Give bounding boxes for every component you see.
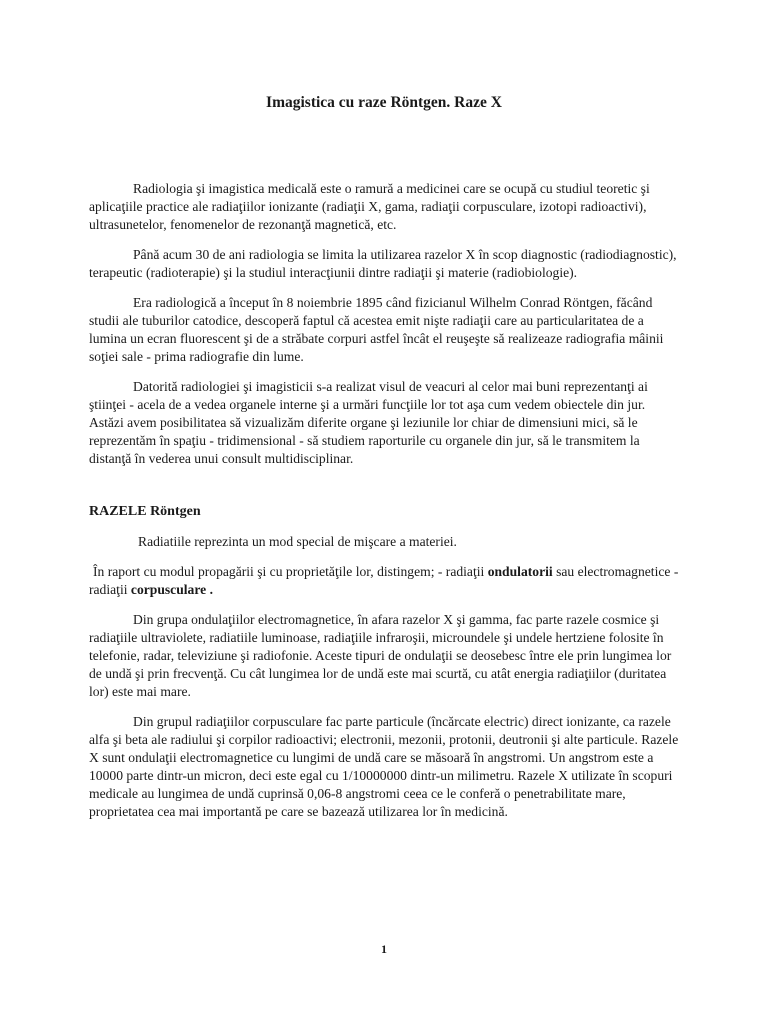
bold-term-corpusculare: corpusculare . [130, 582, 213, 597]
intro-paragraph-3: Era radiologică a început în 8 noiembrie 1895 când fizicianul Wilhelm Conrad Röntgen, făcând studii ale tuburilor catodice, descoperă faptul că acestea emit nişte radiaţii care au particularitatea de a lumina un ecran fluorescent şi de a străbate corpuri astfel încât el reuşeşte să realizeaze radiografia mâinii soţiei sale - prima radiografie din lume. [89, 295, 664, 364]
document-body [89, 180, 681, 833]
intro-paragraph-1: Radiologia şi imagistica medicală este o ramură a medicinei care se ocupă cu studiul teoretic şi aplicaţiile practice ale radiaţiilor ionizante (radiaţii X, gama, radiaţii corpusculare, izotopi radioactivi), ultrasunetelor, fenomenelor de rezonanţă magnetică, etc. [89, 181, 650, 232]
intro-paragraph-4: Datorită radiologiei şi imagisticii s-a realizat visul de veacuri al celor mai buni reprezentanţi ai ştiinţei - acela de a vedea organele interne şi a urmări funcţiile lor tot aşa cum vedem obiectele din jur. Astăzi avem posibilitatea să vizualizăm diferite organe şi leziunile lor chiar de dimensiuni mici, să le reprezentăm în spaţiu - tridimensional - să studiem raporturile cu organele din jur, să le transmitem la distanţă în vederea unui consult multidisciplinar. [89, 379, 648, 466]
bold-term-ondulatorii: ondulatorii [487, 564, 553, 579]
section-paragraph-4: Din grupul radiaţiilor corpusculare fac parte particule (încărcate electric) direct ionizante, ca razele alfa şi beta ale radiului şi corpilor radioactivi; electronii, mezonii, protonii, deutronii şi alte particule. Razele X sunt ondulaţii electromagnetice cu lungimi de undă care se măsoară în angstromi. Un angstrom este a 10000 parte dintr-un micron, deci este egal cu 1/10000000 dintr-un milimetru. Razele X utilizate în scopuri medicale au lungimea de undă cuprinsă 0,06-8 angstromi ceea ce le conferă o penetrabilitate mare, proprietatea cea mai importantă pe care se bazează utilizarea lor în medicină. [89, 714, 679, 819]
intro-paragraph-2: Până acum 30 de ani radiologia se limita la utilizarea razelor X în scop diagnostic (radiodiagnostic), terapeutic (radioterapie) şi la studiul interacţiunii dintre radiaţii şi materie (radiobiologie). [89, 247, 677, 280]
page-number: 1 [381, 942, 387, 956]
section-heading: RAZELE Röntgen [89, 504, 201, 519]
section-paragraph-1: Radiatiile reprezinta un mod special de mişcare a materiei. [138, 534, 457, 549]
section-paragraph-3: Din grupa ondulaţiilor electromagnetice, în afara razelor X şi gamma, fac parte razele cosmice şi radiaţiile ultraviolete, radiatiile luminoase, radiaţiile infraroşii, microundele şi undele hertziene folosite în telefonie, radar, televiziune şi radiofonie. Aceste tipuri de ondulaţii se deosebesc între ele prin lungimea lor de undă şi prin frecvenţă. Cu cât lungimea lor de undă este mai scurtă, cu atât energia radiaţiilor (duritatea lor) este mai mare. [89, 612, 672, 699]
document-title: Imagistica cu raze Röntgen. Raze X [266, 94, 502, 111]
section-paragraph-2 [89, 563, 681, 599]
paragraph-2-text-before: În raport cu modul propagării şi cu proprietăţile lor, distingem; - radiaţii [93, 564, 488, 579]
paragraph-2-text-middle: sau electromagnetice - radiaţii [89, 564, 679, 597]
